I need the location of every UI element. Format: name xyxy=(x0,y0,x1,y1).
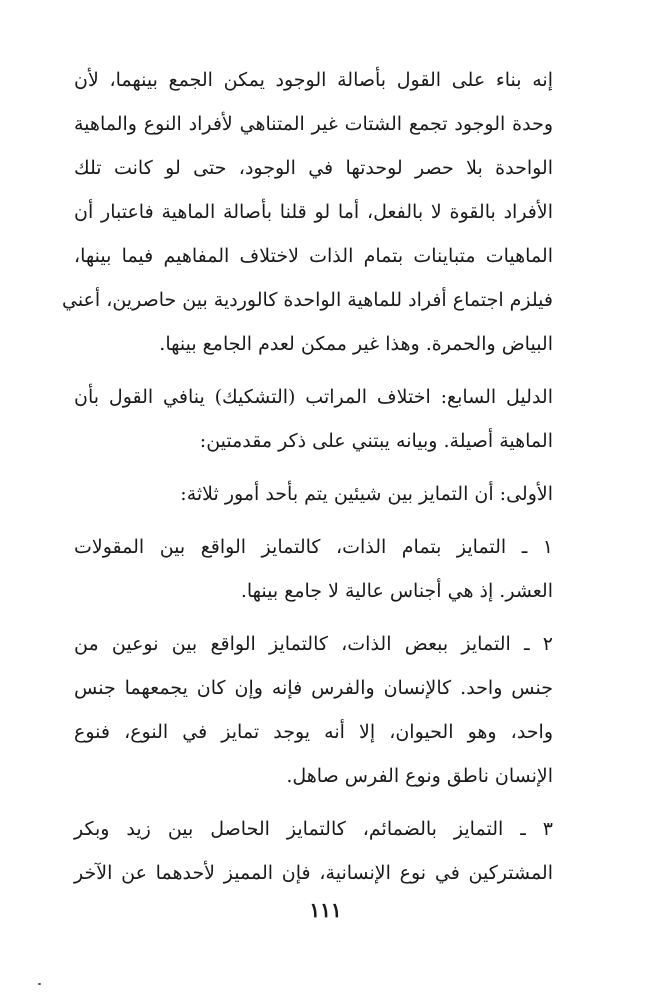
text-line: المشتركين في نوع الإنسانية، فإن المميز لأحدهما عن الآخر xyxy=(74,862,553,884)
page-number: ١١١ xyxy=(309,898,342,922)
text-line: ٢ ـ التمايز ببعض الذات، كالتمايز الواقع بين نوعين من xyxy=(74,633,553,655)
paragraph xyxy=(74,525,577,613)
paragraph xyxy=(74,375,577,463)
text-line: الأولى: أن التمايز بين شيئين يتم بأحد أمور ثلاثة: xyxy=(180,483,553,505)
body-text xyxy=(61,58,577,904)
text-line: البياض والحمرة. وهذا غير ممكن لعدم الجامع بينها. xyxy=(159,333,553,355)
text-line: الماهية أصيلة. وبيانه يبتني على ذكر مقدمتين: xyxy=(199,430,553,452)
text-line: وحدة الوجود تجمع الشتات غير المتناهي لأفراد النوع والماهية xyxy=(74,113,553,135)
text-line: جنس واحد. كالإنسان والفرس فإنه وإن كان يجمعهما جنس xyxy=(74,677,553,699)
paragraph xyxy=(74,622,577,798)
text-line: الدليل السابع: اختلاف المراتب (التشكيك) ينافي القول بأن xyxy=(74,386,553,408)
text-line: ٣ ـ التمايز بالضمائم، كالتمايز الحاصل بين زيد وبكر xyxy=(74,818,553,840)
text-line: إنه بناء على القول بأصالة الوجود يمكن الجمع بينهما، لأن xyxy=(74,69,553,91)
text-line: ١ ـ التمايز بتمام الذات، كالتمايز الواقع بين المقولات xyxy=(74,536,553,558)
paragraph xyxy=(74,472,577,516)
paragraph xyxy=(61,58,577,366)
scan-speck xyxy=(38,983,41,985)
text-line: فيلزم اجتماع أفراد للماهية الواحدة كالوردية بين حاصرين، أعني xyxy=(61,289,553,311)
text-line: العشر. إذ هي أجناس عالية لا جامع بينها. xyxy=(240,580,553,602)
text-line: الماهيات متباينات بتمام الذات لاختلاف المفاهيم فيما بينها، xyxy=(74,245,553,267)
text-line: الواحدة بلا حصر لوحدتها في الوجود، حتى لو كانت تلك xyxy=(74,157,553,179)
paragraph xyxy=(74,807,577,895)
text-line: واحد، وهو الحيوان، إلا أنه يوجد تمايز في النوع، فنوع xyxy=(74,721,553,743)
text-line: الإنسان ناطق ونوع الفرس صاهل. xyxy=(286,765,553,787)
text-line: الأفراد بالقوة لا بالفعل، أما لو قلنا بأصالة الماهية فاعتبار أن xyxy=(74,201,553,223)
